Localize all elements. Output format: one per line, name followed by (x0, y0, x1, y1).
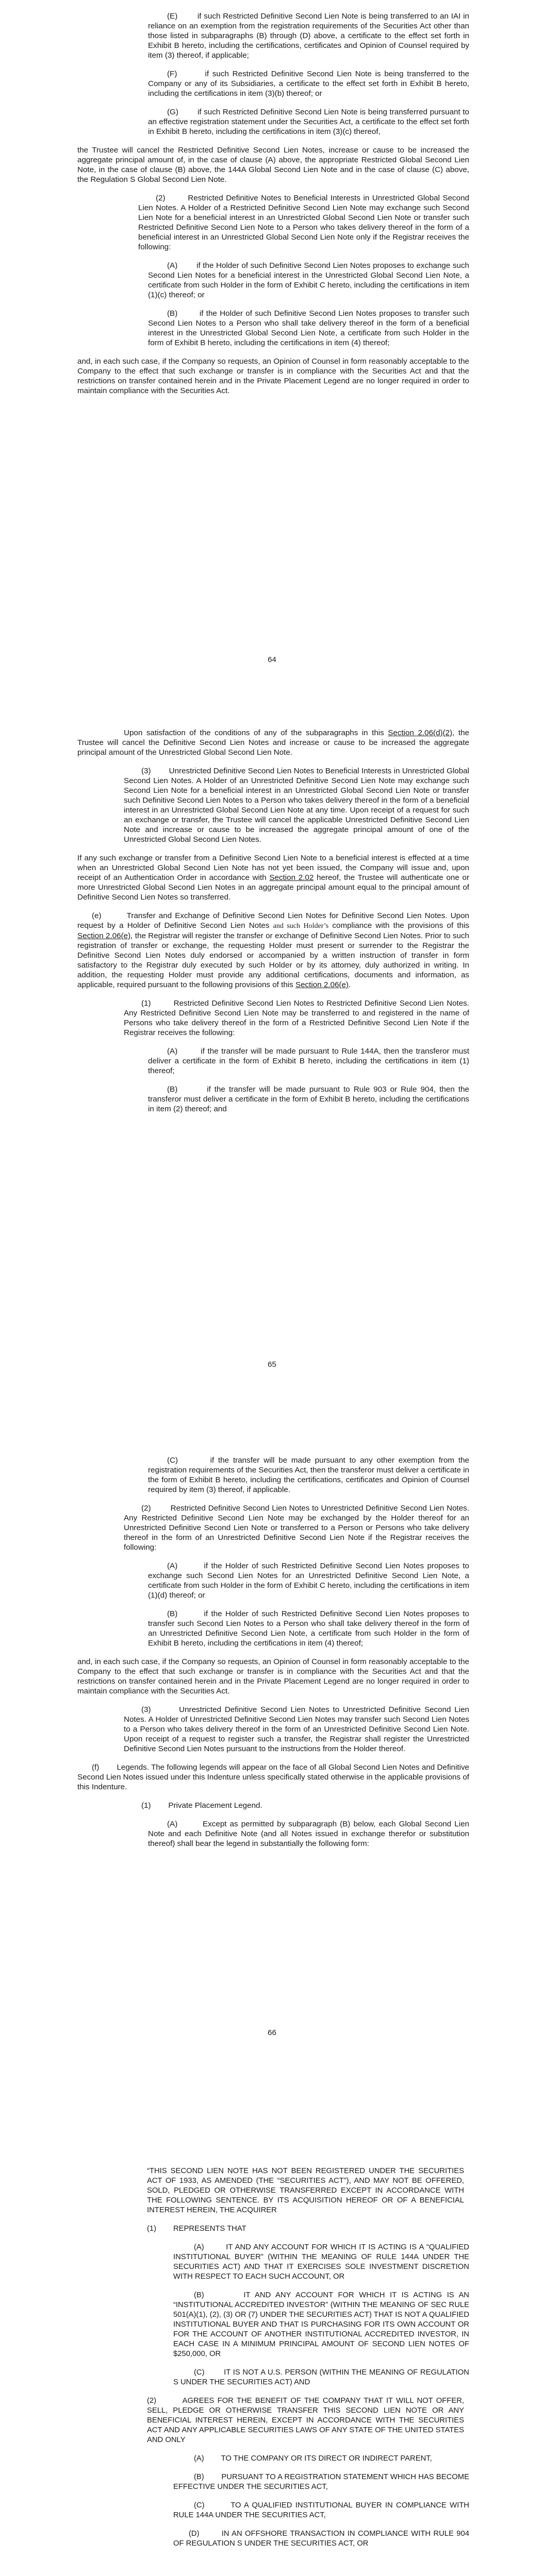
page-64 (0, 0, 544, 703)
page-67-body (77, 2166, 469, 2557)
text: If any such exchange or transfer from a Definitive Second Lien Note to a beneficial interest is effected at a time when an Unrestricted Global Second Lien Note has not yet been issued, the Company will issue and, upon receipt of an Authentication Order in accordance with (77, 854, 469, 882)
text: , the Registrar will register the transfer or exchange of Definitive Second Lien Notes. Prior to such registration of transfer or exchange, the requesting Holder must present or surrender to the Registrar the Definitive Second Lien Notes duly endorsed or accompanied by a written instruction of transfer in form satisfactory to the Registrar duly executed by such Holder or by its attorney, duly authorized in writing. In addition, the requesting Holder must provide any additional certifications, documents and information, as applicable, required pursuant to the following provisions of this (77, 931, 469, 989)
text: , the Trustee will cancel the Definitive Second Lien Notes and increase or cause to be increased the aggregate principal amount of the Unrestricted Global Second Lien Note. (77, 728, 469, 757)
text: . (348, 980, 351, 989)
section-ref-link[interactable]: Section 2.06(e) (295, 980, 349, 989)
page-66-body (77, 1455, 469, 1857)
page-66 (0, 1406, 544, 2110)
page-number: 64 (268, 655, 276, 664)
text: (e) Transfer and Exchange of Definitive Second Lien Notes for Definitive Second Lien Notes. Upon request by a Holder of Definitive Second Lien Notes (77, 911, 469, 930)
legend-d-offshore: (D) IN AN OFFSHORE TRANSACTION IN COMPLIANCE WITH RULE 904 OF REGULATION S UNDER THE SECURITIES ACT, OR (173, 2530, 469, 2548)
issuance-paragraph (77, 853, 469, 902)
clause-2-restricted-to-unrestricted-global: (2) Restricted Definitive Notes to Beneficial Interests in Unrestricted Global Second Lien Notes. A Holder of a Restricted Definitive Second Lien Note may exchange such Second Lien Note for a beneficial interest in an Unrestricted Global Second Lien Note or transfer such Restricted Definitive Second Lien Note to a Person who takes delivery thereof in the form of a beneficial interest in an Unrestricted Global Second Lien Note only if the Registrar receives the following: (138, 194, 469, 251)
clause-b-transfer: (B) if the Holder of such Definitive Second Lien Notes proposes to transfer such Second Lien Notes to a Person who shall take delivery thereof in the form of a beneficial interest in the Unrestricted Global Second Lien Note, a certificate from such Holder in the form of Exhibit B hereto, including the certifications in item (4) thereof; (148, 309, 469, 347)
page-65 (0, 703, 544, 1406)
clause-1-restricted-to-restricted: (1) Restricted Definitive Second Lien Notes to Restricted Definitive Second Lien Notes. Any Restricted Definitive Second Lien Note may be transferred to and registered in the name of Persons who take delivery thereof in the form of a Restricted Definitive Second Lien Note if the Registrar receives the following: (124, 999, 469, 1037)
page-number: 65 (268, 1360, 276, 1369)
text: Upon satisfaction of the conditions of any of the subparagraphs in this (124, 728, 388, 737)
legend-c-qib: (C) TO A QUALIFIED INSTITUTIONAL BUYER IN COMPLIANCE WITH RULE 144A UNDER THE SECURITIES ACT, (173, 2501, 469, 2519)
legend-a-company: (A) TO THE COMPANY OR ITS DIRECT OR INDIRECT PARENT, (194, 2454, 432, 2463)
clause-a-rule-144a: (A) if the transfer will be made pursuant to Rule 144A, then the transferor must deliver a certificate in the form of Exhibit B hereto, including the certifications in item (1) thereof; (148, 1047, 469, 1075)
clause-c-other-exemption: (C) if the transfer will be made pursuant to any other exemption from the registration requirements of the Securities Act, then the transferor must deliver a certificate in the form of Exhibit B hereto, including the certifications, certificates and Opinion of Counsel required by item (3) thereof, if applicable. (148, 1456, 469, 1494)
legend-intro: “THIS SECOND LIEN NOTE HAS NOT BEEN REGISTERED UNDER THE SECURITIES ACT OF 1933, AS AMENDED (THE “SECURITIES ACT”), AND MAY NOT BE OFFERED, SOLD, PLEDGED OR OTHERWISE TRANSFERRED EXCEPT IN ACCORDANCE WITH THE FOLLOWING SENTENCE. BY ITS ACQUISITION HEREOF OR OF A BENEFICIAL INTEREST HEREIN, THE ACQUIRER (147, 2167, 464, 2214)
legend-agrees: (2) AGREES FOR THE BENEFIT OF THE COMPANY THAT IT WILL NOT OFFER, SELL, PLEDGE OR OTHERWISE TRANSFER THIS SECOND LIEN NOTE OR ANY BENEFICIAL INTEREST HEREIN, EXCEPT IN ACCORDANCE WITH THE SECURITIES ACT AND ANY APPLICABLE SECURITIES LAWS OF ANY STATE OF THE UNITED STATES AND ONLY (147, 2397, 464, 2444)
clause-2-restricted-to-unrestricted: (2) Restricted Definitive Second Lien Notes to Unrestricted Definitive Second Lien Notes. Any Restricted Definitive Second Lien Note may be exchanged by the Holder thereof for an Unrestricted Definitive Second Lien Note or transferred to a Person or Persons who take delivery thereof in the form of an Unrestricted Definitive Second Lien Note if the Registrar receives the following: (124, 1504, 469, 1552)
private-placement-legend-heading: (1) Private Placement Legend. (141, 1801, 262, 1810)
page-64-body (77, 11, 469, 404)
page-number: 66 (268, 2028, 276, 2037)
page-65-body (77, 728, 469, 1123)
clause-f: (F) if such Restricted Definitive Second Lien Note is being transferred to the Company or any of its Subsidiaries, a certificate to the effect set forth in Exhibit B hereto, including the certifications in item (3)(b) thereof; or (148, 70, 469, 98)
clause-a-exchange: (A) if the Holder of such Definitive Second Lien Notes proposes to exchange such Second Lien Notes for a beneficial interest in the Unrestricted Global Second Lien Note, a certificate from such Holder in the form of Exhibit C hereto, including the certifications in item (1)(c) thereof; or (148, 261, 469, 299)
section-ref-link[interactable]: Section 2.02 (269, 873, 314, 882)
opinion-of-counsel-paragraph: and, in each such case, if the Company so requests, an Opinion of Counsel in form reasonably acceptable to the Company to the effect that such exchange or transfer is in compliance with the Securities Act and that the restrictions on transfer contained herein and in the Private Placement Legend are no longer required in order to maintain compliance with the Securities Act. (77, 1657, 469, 1696)
clause-3-unrestricted-to-global: (3) Unrestricted Definitive Second Lien Notes to Beneficial Interests in Unrestricted Global Second Lien Notes. A Holder of an Unrestricted Definitive Second Lien Note may exchange such Second Lien Note for a beneficial interest in an Unrestricted Global Second Lien Note or transfer such Definitive Second Lien Notes to a Person who takes delivery thereof in the form of a beneficial interest in an Unrestricted Global Second Lien Note at any time. Upon receipt of a request for such an exchange or transfer, the Trustee will cancel the applicable Unrestricted Definitive Second Lien Note and increase or cause to be increased the aggregate principal amount of one of the Unrestricted Global Second Lien Notes. (124, 767, 469, 844)
clause-b-rule-903: (B) if the transfer will be made pursuant to Rule 903 or Rule 904, then the transferor must deliver a certificate in the form of Exhibit B hereto, including the certifications in item (2) thereof; and (148, 1085, 469, 1113)
section-ref-link[interactable]: Section 2.06(d)(2) (388, 728, 453, 737)
legend-c-non-us: (C) IT IS NOT A U.S. PERSON (WITHIN THE MEANING OF REGULATION S UNDER THE SECURITIES ACT) AND (173, 2368, 469, 2386)
section-ref-link[interactable]: Section 2.06(e) (77, 931, 131, 940)
legend-b-registration: (B) PURSUANT TO A REGISTRATION STATEMENT WHICH HAS BECOME EFFECTIVE UNDER THE SECURITIES ACT, (173, 2473, 469, 2491)
trustee-cancel-paragraph: the Trustee will cancel the Restricted Definitive Second Lien Notes, increase or cause to be increased the aggregate principal amount of, in the case of clause (A) above, the appropriate Restricted Global Second Lien Note, in the case of clause (B) above, the 144A Global Second Lien Note and in the case of clause (C) above, the Regulation S Global Second Lien Note. (77, 146, 469, 184)
clause-g: (G) if such Restricted Definitive Second Lien Note is being transferred pursuant to an effective registration statement under the Securities Act, a certificate to the effect set forth in Exhibit B hereto, including the certifications in item (3)(c) thereof, (148, 108, 469, 136)
clause-f-legends: (f) Legends. The following legends will appear on the face of all Global Second Lien Notes and Definitive Second Lien Notes issued under this Indenture unless specifically stated otherwise in the applicable provisions of this Indenture. (77, 1763, 469, 1791)
text: and such Holder’s (273, 922, 329, 930)
text: hereof, the Trustee will authenticate one or more Unrestricted Global Second Lien Notes in an aggregate principal amount equal to the principal amount of Definitive Second Lien Notes so transferred. (77, 873, 470, 902)
clause-e: (E) if such Restricted Definitive Second Lien Note is being transferred to an IAI in reliance on an exemption from the registration requirements of the Securities Act other than those listed in subparagraphs (B) through (D) above, a certificate to the effect set forth in Exhibit B hereto, including the certifications, certificates and Opinion of Counsel required by item (3) thereof, if applicable; (148, 12, 469, 60)
clause-b-transfer: (B) if the Holder of such Restricted Definitive Second Lien Notes proposes to transfer such Second Lien Notes to a Person who shall take delivery thereof in the form of an Unrestricted Definitive Second Lien Note, a certificate from such Holder in the form of Exhibit B hereto, including the certifications in item (4) thereof; (148, 1609, 469, 1648)
satisfaction-paragraph (77, 728, 469, 757)
clause-a-exchange: (A) if the Holder of such Restricted Definitive Second Lien Notes proposes to exchange such Second Lien Notes for an Unrestricted Definitive Second Lien Note, a certificate from such Holder in the form of Exhibit C hereto, including the certifications in item (1)(d) thereof; or (148, 1562, 469, 1600)
clause-e-transfer-exchange (77, 911, 469, 990)
text: compliance with the provisions of this (328, 921, 469, 930)
page-67 (0, 2110, 544, 2576)
legend-represents: (1) REPRESENTS THAT (147, 2225, 246, 2233)
opinion-of-counsel-paragraph: and, in each such case, if the Company so requests, an Opinion of Counsel in form reasonably acceptable to the Company to the effect that such exchange or transfer is in compliance with the Securities Act and that the restrictions on transfer contained herein and in the Private Placement Legend are no longer required in order to maintain compliance with the Securities Act. (77, 357, 469, 395)
legend-a-qib: (A) IT AND ANY ACCOUNT FOR WHICH IT IS ACTING IS A “QUALIFIED INSTITUTIONAL BUYER” (WITHIN THE MEANING OF RULE 144A UNDER THE SECURITIES ACT) AND THAT IT EXERCISES SOLE INVESTMENT DISCRETION WITH RESPECT TO EACH SUCH ACCOUNT, OR (173, 2243, 469, 2281)
clause-a-legend-form: (A) Except as permitted by subparagraph (B) below, each Global Second Lien Note and each Definitive Note (and all Notes issued in exchange therefor or substitution thereof) shall bear the legend in substantially the following form: (148, 1820, 469, 1848)
legend-b-iai: (B) IT AND ANY ACCOUNT FOR WHICH IT IS ACTING IS AN “INSTITUTIONAL ACCREDITED INVESTOR” (WITHIN THE MEANING OF SEC RULE 501(A)(1), (2), (3) OR (7) UNDER THE SECURITIES ACT) THAT IS NOT A QUALIFIED INSTITUTIONAL BUYER AND THAT IS PURCHASING FOR ITS OWN ACCOUNT OR FOR THE ACCOUNT OF ANOTHER INSTITUTIONAL ACCREDITED INVESTOR, IN EACH CASE IN A MINIMUM PRINCIPAL AMOUNT OF SECOND LIEN NOTES OF $250,000, OR (173, 2291, 469, 2358)
clause-3-unrestricted-to-unrestricted: (3) Unrestricted Definitive Second Lien Notes to Unrestricted Definitive Second Lien Notes. A Holder of Unrestricted Definitive Second Lien Notes may transfer such Second Lien Notes to a Person who takes delivery thereof in the form of an Unrestricted Definitive Second Lien Note. Upon receipt of a request to register such a transfer, the Registrar shall register the Unrestricted Definitive Second Lien Notes pursuant to the instructions from the Holder thereof. (124, 1705, 469, 1753)
